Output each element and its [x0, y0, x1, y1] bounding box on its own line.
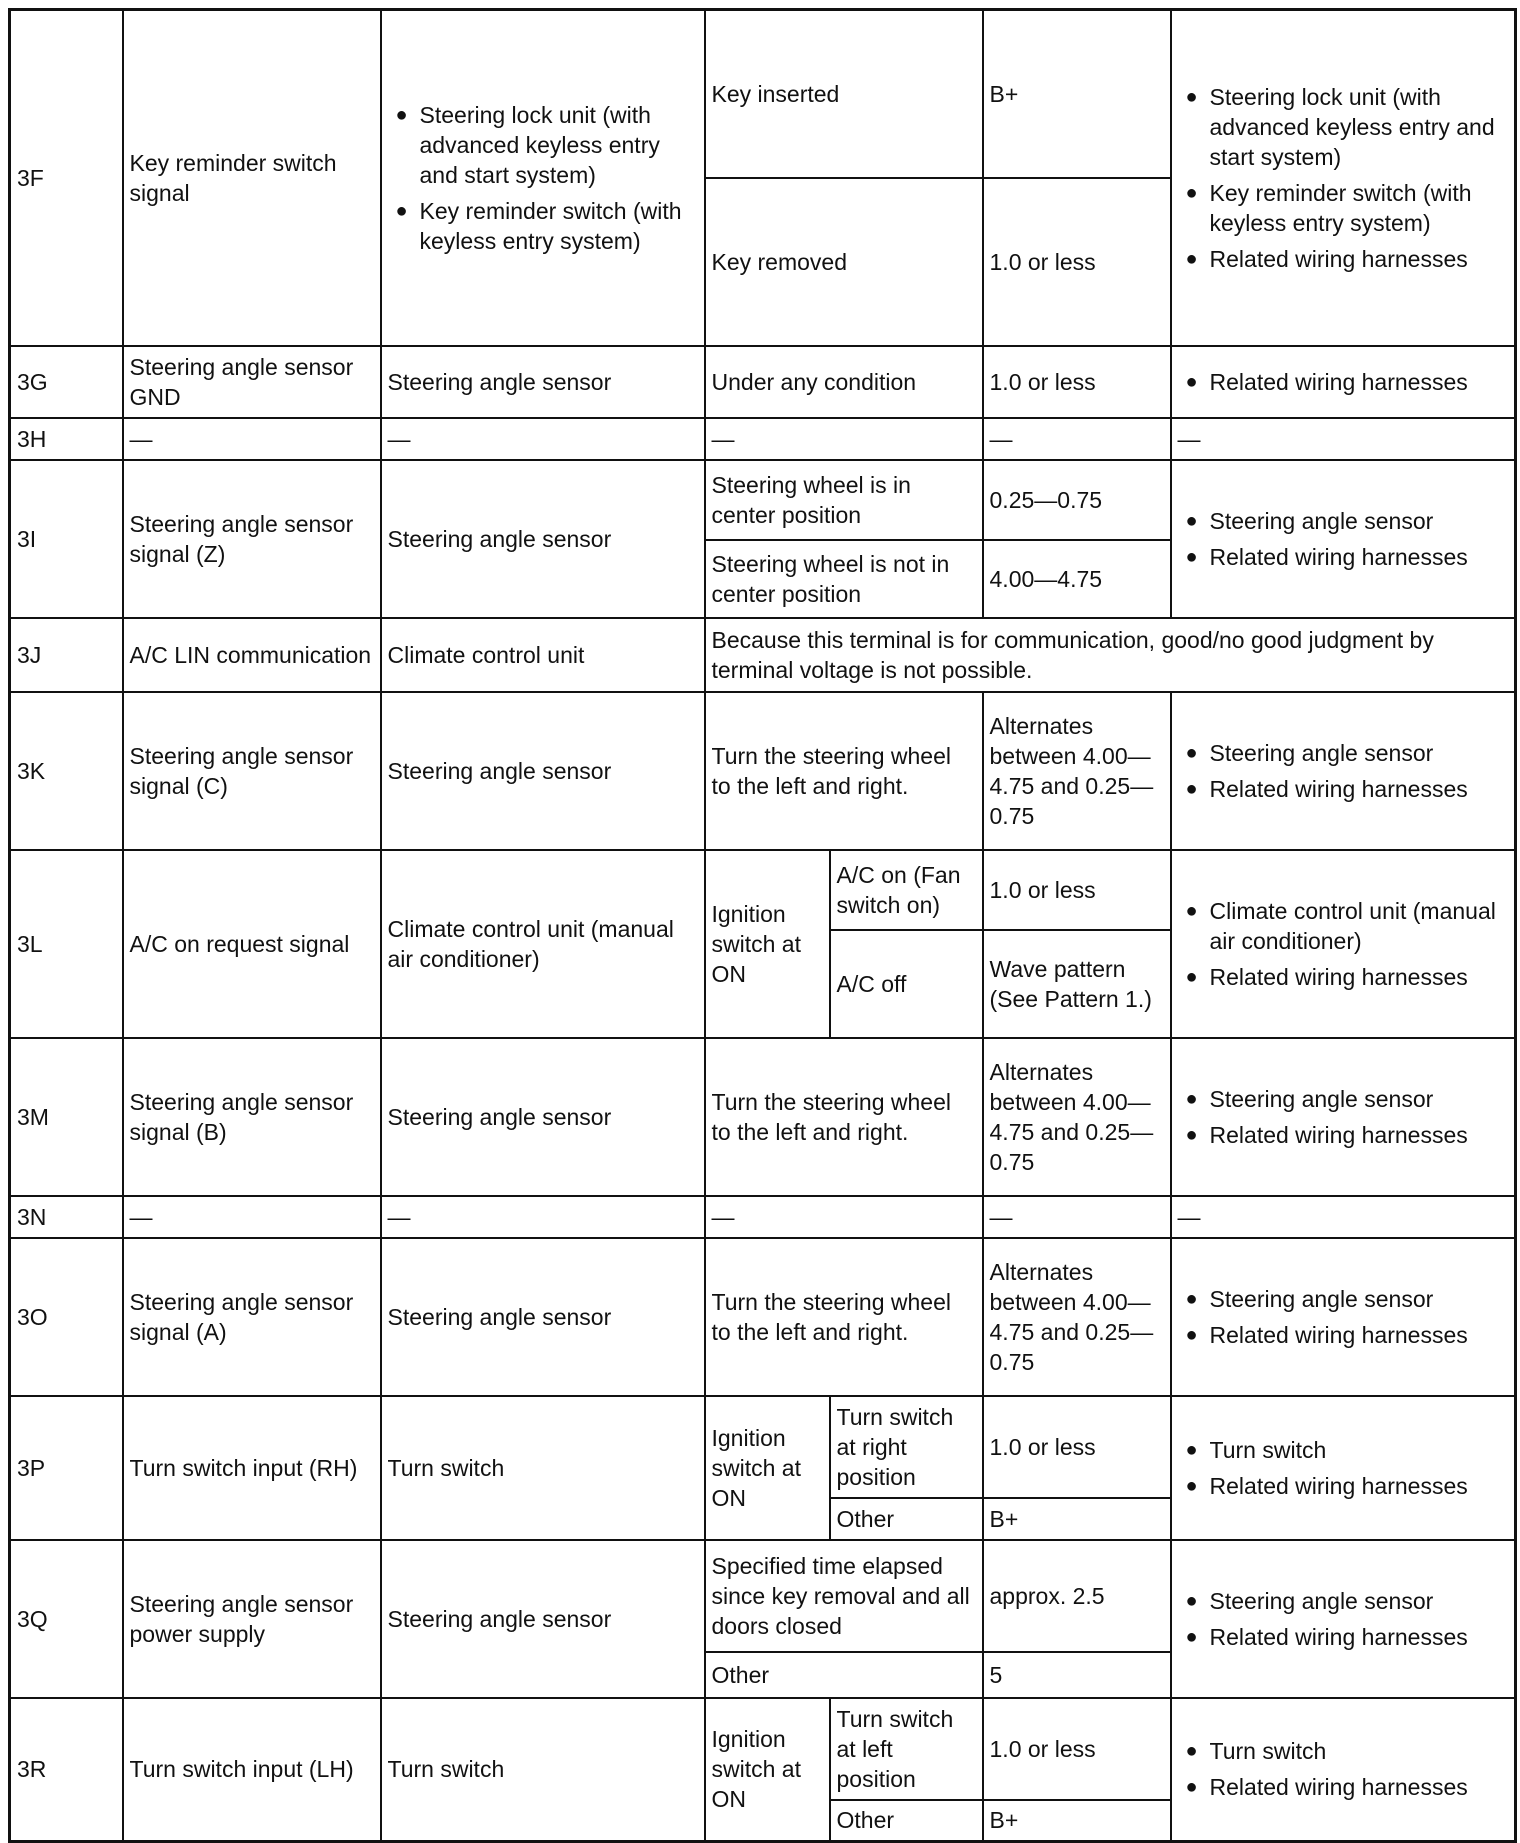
condition-cell: Other	[830, 1800, 983, 1842]
bullet-icon: ●	[395, 199, 408, 222]
list-item: ● Steering angle sensor	[1185, 1085, 1434, 1112]
signal-cell: Steering angle sensor signal (Z)	[123, 460, 381, 618]
signal-cell: —	[123, 418, 381, 460]
check-items-cell	[1171, 460, 1516, 618]
check-items-cell: —	[1171, 418, 1516, 460]
bullet-icon: ●	[1185, 1625, 1198, 1648]
condition-cell: Turn the steering wheel to the left and right.	[705, 1238, 983, 1396]
terminal-cell: 3I	[10, 460, 123, 618]
condition-cell: A/C on (Fan switch on)	[830, 850, 983, 930]
input-output-cell: Climate control unit	[381, 618, 705, 692]
input-output-cell	[381, 10, 705, 346]
input-output-cell: —	[381, 1196, 705, 1238]
condition-main-cell: Ignition switch at ON	[705, 1698, 830, 1842]
list-item: ● Turn switch	[1185, 1738, 1327, 1765]
value-cell: —	[983, 418, 1171, 460]
condition-cell: Turn switch at right position	[830, 1396, 983, 1498]
signal-cell: Turn switch input (LH)	[123, 1698, 381, 1842]
list-item: ● Related wiring harnesses	[1185, 368, 1468, 395]
note-cell: Because this terminal is for communication, good/no good judgment by terminal voltage is not possible.	[705, 618, 1516, 692]
condition-cell: Other	[830, 1498, 983, 1540]
value-cell: 1.0 or less	[983, 1396, 1171, 1498]
value-cell: Wave pattern (See Pattern 1.)	[983, 930, 1171, 1038]
value-cell: Alternates between 4.00—4.75 and 0.25—0.75	[983, 1238, 1171, 1396]
bullet-icon: ●	[1185, 899, 1198, 922]
value-cell: Alternates between 4.00—4.75 and 0.25—0.75	[983, 692, 1171, 850]
input-output-cell: Steering angle sensor	[381, 460, 705, 618]
condition-main-cell: Ignition switch at ON	[705, 850, 830, 1038]
value-cell: —	[983, 1196, 1171, 1238]
terminal-cell: 3H	[10, 418, 123, 460]
input-output-cell: Steering angle sensor	[381, 692, 705, 850]
value-cell: B+	[983, 1498, 1171, 1540]
condition-cell: Turn switch at left position	[830, 1698, 983, 1800]
check-items-cell	[1171, 692, 1516, 850]
check-items-cell	[1171, 1396, 1516, 1540]
value-cell: 1.0 or less	[983, 178, 1171, 346]
check-items-cell	[1171, 10, 1516, 346]
check-items-cell	[1171, 1238, 1516, 1396]
terminal-cell: 3N	[10, 1196, 123, 1238]
value-cell: B+	[983, 10, 1171, 178]
row-3M	[10, 1038, 1516, 1196]
row-3N	[10, 1196, 1516, 1238]
condition-cell: A/C off	[830, 930, 983, 1038]
terminal-cell: 3J	[10, 618, 123, 692]
bullet-icon: ●	[1185, 1123, 1198, 1146]
signal-cell: Steering angle sensor power supply	[123, 1540, 381, 1698]
input-output-cell: Turn switch	[381, 1698, 705, 1842]
row-3I	[10, 460, 1516, 540]
list-item: ● Related wiring harnesses	[1185, 1774, 1468, 1801]
condition-cell: Steering wheel is in center position	[705, 460, 983, 540]
bullet-icon: ●	[1185, 509, 1198, 532]
bullet-icon: ●	[395, 103, 408, 126]
row-3F	[10, 10, 1516, 178]
terminal-cell: 3P	[10, 1396, 123, 1540]
terminal-cell: 3O	[10, 1238, 123, 1396]
list-item: ● Related wiring harnesses	[1185, 1472, 1468, 1499]
signal-cell: A/C on request signal	[123, 850, 381, 1038]
terminal-cell: 3G	[10, 346, 123, 418]
row-3P	[10, 1396, 1516, 1498]
list-item: ● Key reminder switch (with keyless entry system)	[1185, 179, 1472, 236]
list-item: ● Related wiring harnesses	[1185, 963, 1468, 990]
bullet-icon: ●	[1185, 1438, 1198, 1461]
signal-cell: Steering angle sensor GND	[123, 346, 381, 418]
list-item: ● Steering lock unit (with advanced keyless entry and start system)	[395, 101, 660, 188]
check-items-cell: —	[1171, 1196, 1516, 1238]
signal-cell: Steering angle sensor signal (C)	[123, 692, 381, 850]
list-item: ● Related wiring harnesses	[1185, 543, 1468, 570]
condition-cell: Specified time elapsed since key removal and all doors closed	[705, 1540, 983, 1652]
bullet-icon: ●	[1185, 545, 1198, 568]
signal-cell: Steering angle sensor signal (A)	[123, 1238, 381, 1396]
value-cell: approx. 2.5	[983, 1540, 1171, 1652]
value-cell: B+	[983, 1800, 1171, 1842]
value-cell: 1.0 or less	[983, 1698, 1171, 1800]
input-output-cell: Climate control unit (manual air conditioner)	[381, 850, 705, 1038]
value-cell: 1.0 or less	[983, 346, 1171, 418]
list-item: ● Related wiring harnesses	[1185, 1321, 1468, 1348]
list-item: ● Steering angle sensor	[1185, 507, 1434, 534]
signal-cell: —	[123, 1196, 381, 1238]
check-items-cell	[1171, 1698, 1516, 1842]
condition-cell: Key inserted	[705, 10, 983, 178]
row-3R	[10, 1698, 1516, 1800]
row-3G	[10, 346, 1516, 418]
bullet-icon: ●	[1185, 247, 1198, 270]
bullet-icon: ●	[1185, 777, 1198, 800]
signal-cell: Turn switch input (RH)	[123, 1396, 381, 1540]
list-item: ● Steering angle sensor	[1185, 1587, 1434, 1614]
terminal-table	[8, 8, 1517, 1843]
list-item: ● Climate control unit (manual air conditioner)	[1185, 897, 1496, 954]
condition-cell: —	[705, 418, 983, 460]
bullet-icon: ●	[1185, 1323, 1198, 1346]
signal-cell: A/C LIN communication	[123, 618, 381, 692]
row-3O	[10, 1238, 1516, 1396]
list-item: ● Related wiring harnesses	[1185, 1623, 1468, 1650]
condition-main-cell: Ignition switch at ON	[705, 1396, 830, 1540]
input-output-cell: —	[381, 418, 705, 460]
condition-cell: Key removed	[705, 178, 983, 346]
value-cell: 1.0 or less	[983, 850, 1171, 930]
input-output-cell: Steering angle sensor	[381, 346, 705, 418]
check-items-cell	[1171, 1038, 1516, 1196]
row-3K	[10, 692, 1516, 850]
signal-cell: Steering angle sensor signal (B)	[123, 1038, 381, 1196]
input-output-cell: Turn switch	[381, 1396, 705, 1540]
terminal-cell: 3R	[10, 1698, 123, 1842]
value-cell: 0.25—0.75	[983, 460, 1171, 540]
value-cell: 4.00—4.75	[983, 540, 1171, 618]
list-item: ● Related wiring harnesses	[1185, 1121, 1468, 1148]
bullet-icon: ●	[1185, 1087, 1198, 1110]
bullet-icon: ●	[1185, 741, 1198, 764]
list-item: ● Steering angle sensor	[1185, 1285, 1434, 1312]
bullet-icon: ●	[1185, 965, 1198, 988]
bullet-icon: ●	[1185, 181, 1198, 204]
condition-cell: Turn the steering wheel to the left and right.	[705, 692, 983, 850]
bullet-icon: ●	[1185, 85, 1198, 108]
row-3H	[10, 418, 1516, 460]
row-3L	[10, 850, 1516, 930]
bullet-icon: ●	[1185, 1589, 1198, 1612]
value-cell: Alternates between 4.00—4.75 and 0.25—0.75	[983, 1038, 1171, 1196]
list-item: ● Turn switch	[1185, 1436, 1327, 1463]
list-item: ● Steering angle sensor	[1185, 739, 1434, 766]
condition-cell: Other	[705, 1652, 983, 1698]
row-3Q	[10, 1540, 1516, 1652]
bullet-icon: ●	[1185, 1740, 1198, 1763]
check-items-cell	[1171, 1540, 1516, 1698]
terminal-cell: 3L	[10, 850, 123, 1038]
bullet-icon: ●	[1185, 1776, 1198, 1799]
list-item: ● Key reminder switch (with keyless entry system)	[395, 197, 682, 254]
bullet-icon: ●	[1185, 1474, 1198, 1497]
bullet-icon: ●	[1185, 370, 1198, 393]
list-item: ● Steering lock unit (with advanced keyless entry and start system)	[1185, 83, 1495, 170]
condition-cell: Under any condition	[705, 346, 983, 418]
terminal-cell: 3K	[10, 692, 123, 850]
row-3J	[10, 618, 1516, 692]
terminal-cell: 3Q	[10, 1540, 123, 1698]
input-output-cell: Steering angle sensor	[381, 1540, 705, 1698]
input-output-cell: Steering angle sensor	[381, 1238, 705, 1396]
list-item: ● Related wiring harnesses	[1185, 775, 1468, 802]
condition-cell: —	[705, 1196, 983, 1238]
list-item: ● Related wiring harnesses	[1185, 245, 1468, 272]
terminal-cell: 3M	[10, 1038, 123, 1196]
signal-cell: Key reminder switch signal	[123, 10, 381, 346]
condition-cell: Turn the steering wheel to the left and right.	[705, 1038, 983, 1196]
value-cell: 5	[983, 1652, 1171, 1698]
condition-cell: Steering wheel is not in center position	[705, 540, 983, 618]
input-output-cell: Steering angle sensor	[381, 1038, 705, 1196]
terminal-cell: 3F	[10, 10, 123, 346]
check-items-cell	[1171, 346, 1516, 418]
bullet-icon: ●	[1185, 1287, 1198, 1310]
check-items-cell	[1171, 850, 1516, 1038]
